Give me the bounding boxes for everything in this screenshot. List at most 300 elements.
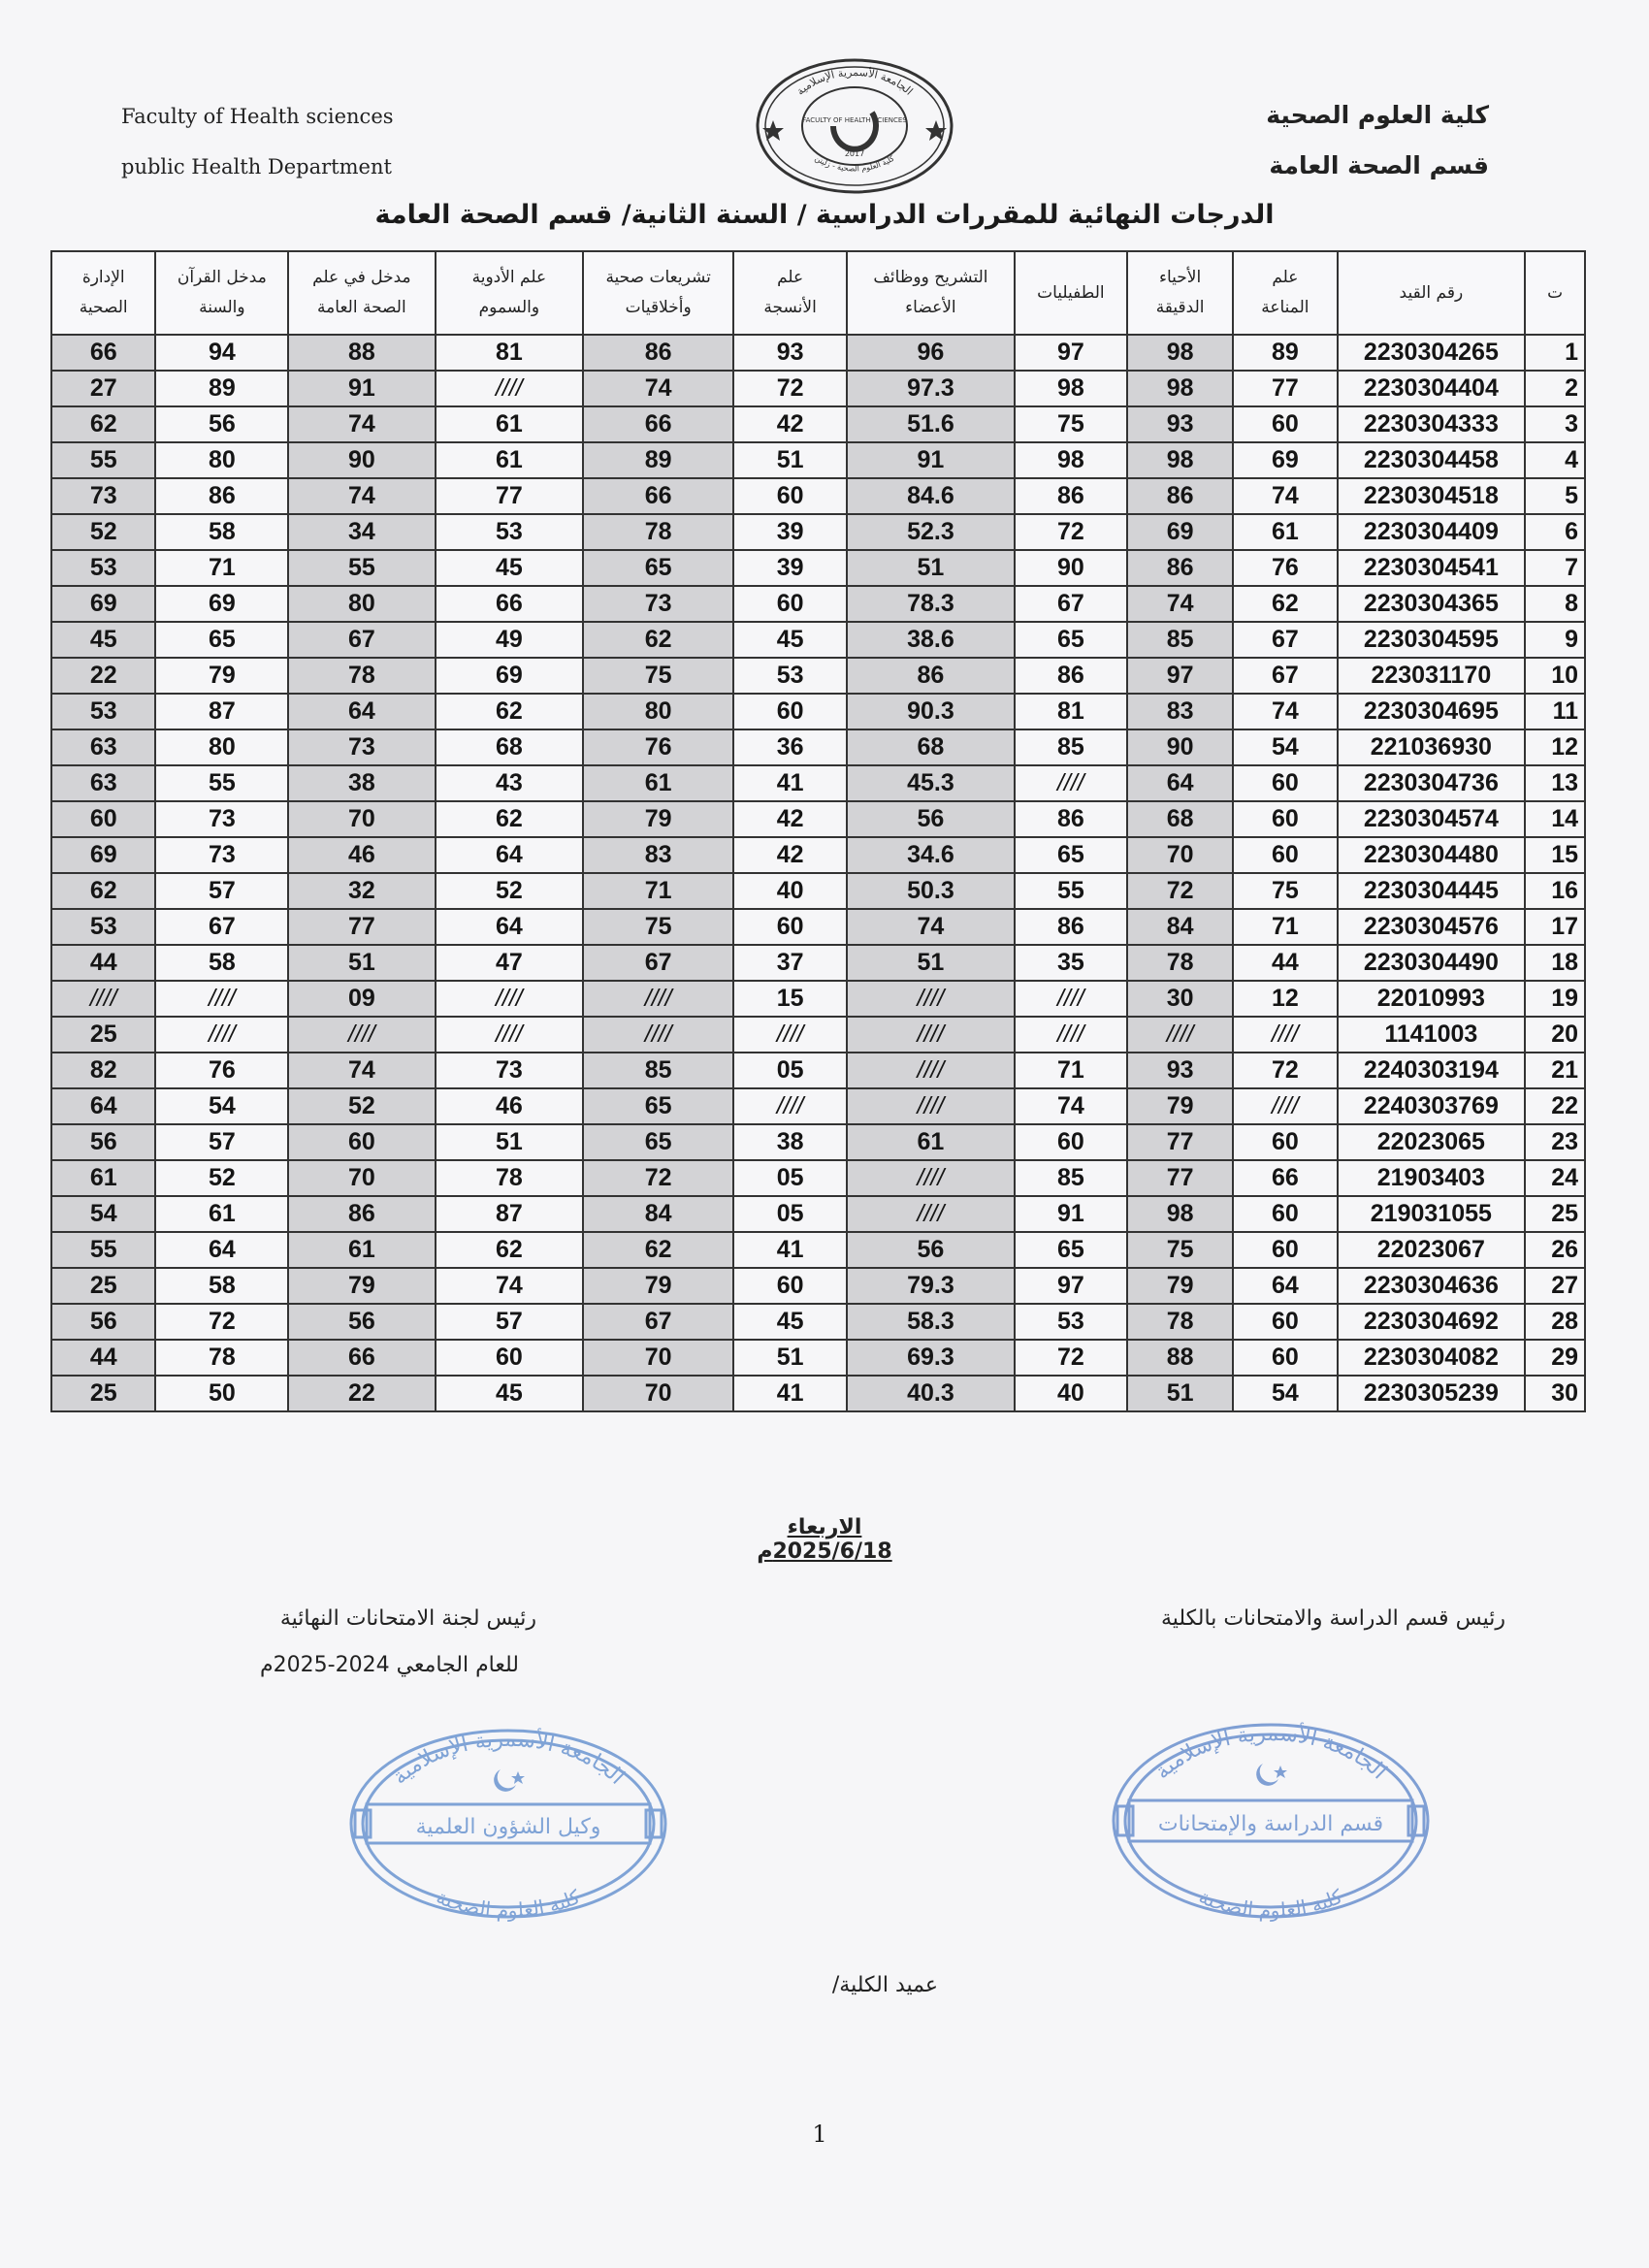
- grade-cell: 77: [1127, 1160, 1233, 1196]
- grade-cell: 69: [155, 586, 288, 622]
- grade-cell: 38: [733, 1124, 847, 1160]
- grade-cell: 61: [436, 406, 584, 442]
- academic-year: للعام الجامعي 2024-2025م: [260, 1653, 519, 1677]
- header-text: الصحية: [79, 298, 128, 317]
- grade-cell: 69: [51, 837, 155, 873]
- grade-cell: 35: [1015, 945, 1127, 981]
- table-row: [51, 1340, 1585, 1376]
- reg-number-cell: 22023067: [1338, 1232, 1526, 1268]
- grade-cell: 60: [733, 909, 847, 945]
- col-anatomy-physiology-header: [847, 251, 1015, 335]
- grade-cell: 64: [1233, 1268, 1337, 1304]
- department-name-en: public Health Department: [121, 155, 392, 178]
- grade-cell: 93: [733, 335, 847, 371]
- grade-cell: 43: [436, 765, 584, 801]
- reg-number-cell: 2230304636: [1338, 1268, 1526, 1304]
- grade-cell: 83: [583, 837, 733, 873]
- header-text: تشريعات صحية: [605, 268, 711, 287]
- header-text: الإدارة: [81, 268, 125, 287]
- grade-cell: 86: [847, 658, 1015, 694]
- grade-cell: 69: [1233, 442, 1337, 478]
- grade-cell: 05: [733, 1160, 847, 1196]
- left-official-stamp: [345, 1725, 671, 1923]
- col-reg-number-header: [1338, 251, 1526, 335]
- department-name-ar: قسم الصحة العامة: [1269, 151, 1489, 179]
- grade-cell: 27: [51, 371, 155, 406]
- grade-cell: 85: [1015, 1160, 1127, 1196]
- grade-cell: 44: [51, 945, 155, 981]
- grade-cell: ////: [847, 981, 1015, 1017]
- grade-cell: 57: [155, 873, 288, 909]
- table-row: [51, 478, 1585, 514]
- col-serial-header: [1525, 251, 1585, 335]
- grade-cell: 50.3: [847, 873, 1015, 909]
- reg-number-cell: 2230304365: [1338, 586, 1526, 622]
- svg-text:الجامعة الأسمرية الإسلامية: الجامعة الأسمرية الإسلامية: [1150, 1721, 1392, 1785]
- grade-cell: 60: [1233, 1340, 1337, 1376]
- grade-cell: 63: [51, 729, 155, 765]
- grade-cell: 56: [847, 801, 1015, 837]
- grade-cell: ////: [1233, 1088, 1337, 1124]
- row-serial-cell: 15: [1525, 837, 1585, 873]
- grade-cell: 68: [1127, 801, 1233, 837]
- reg-number-cell: 2230304265: [1338, 335, 1526, 371]
- grade-cell: 56: [155, 406, 288, 442]
- grade-cell: 60: [733, 1268, 847, 1304]
- grade-cell: 72: [1015, 1340, 1127, 1376]
- grade-cell: 98: [1015, 371, 1127, 406]
- grade-cell: 90.3: [847, 694, 1015, 729]
- grade-cell: 86: [1015, 478, 1127, 514]
- svg-text:الجامعة الأسمرية الإسلامية: الجامعة الأسمرية الإسلامية: [793, 65, 916, 98]
- grade-cell: 12: [1233, 981, 1337, 1017]
- grade-cell: 67: [1015, 586, 1127, 622]
- grade-cell: 74: [1015, 1088, 1127, 1124]
- grade-cell: ////: [51, 981, 155, 1017]
- right-official-stamp: [1108, 1719, 1434, 1923]
- grade-cell: 41: [733, 765, 847, 801]
- col-quran-sunnah-header: [155, 251, 288, 335]
- grade-cell: 60: [1233, 406, 1337, 442]
- grade-cell: 22: [288, 1376, 435, 1411]
- studies-dept-head-title: رئيس قسم الدراسة والامتحانات بالكلية: [1160, 1606, 1505, 1631]
- grade-cell: 54: [1233, 1376, 1337, 1411]
- document-title: الدرجات النهائية للمقررات الدراسية / السنة الثانية/ قسم الصحة العامة: [374, 200, 1275, 230]
- table-row: [51, 765, 1585, 801]
- table-row: [51, 1017, 1585, 1053]
- grade-cell: 72: [733, 371, 847, 406]
- grade-cell: 52.3: [847, 514, 1015, 550]
- col-immunology-header: [1233, 251, 1337, 335]
- grade-cell: ////: [847, 1017, 1015, 1053]
- grade-cell: ////: [847, 1196, 1015, 1232]
- grade-cell: 38: [288, 765, 435, 801]
- grade-cell: 80: [583, 694, 733, 729]
- header-text: مدخل في علم: [312, 268, 411, 287]
- table-row: [51, 873, 1585, 909]
- grade-cell: 78: [1127, 945, 1233, 981]
- grade-cell: 76: [1233, 550, 1337, 586]
- grade-cell: 55: [51, 1232, 155, 1268]
- grade-cell: 68: [847, 729, 1015, 765]
- document-date: الاربعاء 2025/6/18م: [757, 1515, 892, 1564]
- grade-cell: 62: [436, 1232, 584, 1268]
- grade-cell: 62: [51, 873, 155, 909]
- header-text: الطفيليات: [1037, 282, 1105, 303]
- grade-cell: 79: [1127, 1268, 1233, 1304]
- grade-cell: ////: [155, 981, 288, 1017]
- grade-cell: 62: [51, 406, 155, 442]
- grade-cell: 56: [51, 1124, 155, 1160]
- grade-cell: 80: [288, 586, 435, 622]
- row-serial-cell: 4: [1525, 442, 1585, 478]
- grade-cell: 52: [288, 1088, 435, 1124]
- grade-cell: 80: [155, 729, 288, 765]
- table-row: [51, 1088, 1585, 1124]
- header-text: والسنة: [199, 298, 245, 317]
- col-intro-public-health-header: [288, 251, 435, 335]
- grade-cell: 65: [583, 550, 733, 586]
- grade-cell: 98: [1127, 1196, 1233, 1232]
- grade-cell: 88: [288, 335, 435, 371]
- grade-cell: 60: [1015, 1124, 1127, 1160]
- grade-cell: 72: [1127, 873, 1233, 909]
- grade-cell: 67: [288, 622, 435, 658]
- grade-cell: ////: [847, 1160, 1015, 1196]
- grade-cell: 60: [1233, 837, 1337, 873]
- svg-text:كلية العلوم الصحية: كلية العلوم الصحية: [433, 1885, 584, 1923]
- grade-cell: ////: [733, 1088, 847, 1124]
- exam-committee-head-title: رئيس لجنة الامتحانات النهائية: [279, 1606, 536, 1631]
- grade-cell: 41: [733, 1376, 847, 1411]
- grade-cell: 77: [288, 909, 435, 945]
- table-row: [51, 371, 1585, 406]
- row-serial-cell: 23: [1525, 1124, 1585, 1160]
- grade-cell: 61: [288, 1232, 435, 1268]
- grade-cell: 81: [436, 335, 584, 371]
- grade-cell: 67: [1233, 658, 1337, 694]
- grade-cell: 71: [1233, 909, 1337, 945]
- grade-cell: 66: [1233, 1160, 1337, 1196]
- grade-cell: 89: [583, 442, 733, 478]
- grade-cell: 05: [733, 1053, 847, 1088]
- row-serial-cell: 25: [1525, 1196, 1585, 1232]
- grade-cell: 87: [155, 694, 288, 729]
- grade-cell: 96: [847, 335, 1015, 371]
- table-row: [51, 1268, 1585, 1304]
- grade-cell: 73: [288, 729, 435, 765]
- grade-cell: 65: [583, 1088, 733, 1124]
- grade-cell: 54: [51, 1196, 155, 1232]
- grade-cell: 42: [733, 801, 847, 837]
- grade-cell: 58: [155, 945, 288, 981]
- grade-cell: 57: [436, 1304, 584, 1340]
- table-row: [51, 945, 1585, 981]
- grade-cell: 73: [436, 1053, 584, 1088]
- grade-cell: 51: [1127, 1376, 1233, 1411]
- grade-cell: 80: [155, 442, 288, 478]
- grade-cell: 40: [1015, 1376, 1127, 1411]
- table-header-row: [51, 251, 1585, 335]
- grade-cell: 53: [51, 909, 155, 945]
- grade-cell: 09: [288, 981, 435, 1017]
- grade-cell: 39: [733, 550, 847, 586]
- header-text: علم: [1272, 268, 1299, 287]
- grade-cell: 70: [1127, 837, 1233, 873]
- grade-cell: 74: [288, 1053, 435, 1088]
- grade-cell: 39: [733, 514, 847, 550]
- grade-cell: 55: [51, 442, 155, 478]
- row-serial-cell: 11: [1525, 694, 1585, 729]
- grade-cell: 79: [288, 1268, 435, 1304]
- grade-cell: 52: [51, 514, 155, 550]
- reg-number-cell: 2230304518: [1338, 478, 1526, 514]
- table-row: [51, 1232, 1585, 1268]
- grade-cell: 56: [51, 1304, 155, 1340]
- grade-cell: 42: [733, 837, 847, 873]
- row-serial-cell: 13: [1525, 765, 1585, 801]
- grade-cell: 61: [155, 1196, 288, 1232]
- grade-cell: 45: [733, 622, 847, 658]
- grade-cell: 90: [1015, 550, 1127, 586]
- grade-cell: 84.6: [847, 478, 1015, 514]
- table-row: [51, 1196, 1585, 1232]
- right-stamp-center-text: قسم الدراسة والإمتحانات: [1157, 1812, 1384, 1836]
- grade-cell: 67: [583, 1304, 733, 1340]
- table-row: [51, 1053, 1585, 1088]
- grade-cell: 51: [847, 550, 1015, 586]
- grade-cell: 69: [51, 586, 155, 622]
- row-serial-cell: 29: [1525, 1340, 1585, 1376]
- grade-cell: 15: [733, 981, 847, 1017]
- grade-cell: 53: [51, 550, 155, 586]
- grade-cell: 64: [155, 1232, 288, 1268]
- grade-cell: 38.6: [847, 622, 1015, 658]
- grade-cell: 60: [436, 1340, 584, 1376]
- grade-cell: 46: [436, 1088, 584, 1124]
- grade-cell: ////: [1233, 1017, 1337, 1053]
- grade-cell: 65: [1015, 622, 1127, 658]
- grade-cell: 72: [583, 1160, 733, 1196]
- grade-cell: 91: [847, 442, 1015, 478]
- grade-cell: 60: [1233, 1232, 1337, 1268]
- header-text: الأحياء: [1158, 268, 1202, 287]
- grade-cell: 86: [288, 1196, 435, 1232]
- grade-cell: 86: [1015, 658, 1127, 694]
- header-text: رقم القيد: [1399, 282, 1464, 303]
- reg-number-cell: 2230304692: [1338, 1304, 1526, 1340]
- header-text: الصحة العامة: [317, 298, 406, 317]
- grade-cell: 86: [1015, 909, 1127, 945]
- grade-cell: 60: [733, 478, 847, 514]
- reg-number-cell: 2240303769: [1338, 1088, 1526, 1124]
- grade-cell: 78.3: [847, 586, 1015, 622]
- col-health-legislation-header: [583, 251, 733, 335]
- grade-cell: 51: [733, 1340, 847, 1376]
- grade-cell: 70: [583, 1376, 733, 1411]
- grade-cell: 86: [1127, 550, 1233, 586]
- grade-cell: 25: [51, 1017, 155, 1053]
- grade-cell: 71: [583, 873, 733, 909]
- grade-cell: 72: [155, 1304, 288, 1340]
- table-row: [51, 442, 1585, 478]
- reg-number-cell: 2230304595: [1338, 622, 1526, 658]
- grade-cell: 79.3: [847, 1268, 1015, 1304]
- grade-cell: 44: [51, 1340, 155, 1376]
- grade-cell: 60: [1233, 1304, 1337, 1340]
- row-serial-cell: 20: [1525, 1017, 1585, 1053]
- reg-number-cell: 2240303194: [1338, 1053, 1526, 1088]
- grade-cell: 68: [436, 729, 584, 765]
- grade-cell: 98: [1127, 442, 1233, 478]
- grade-cell: 62: [436, 801, 584, 837]
- grade-cell: 42: [733, 406, 847, 442]
- grade-cell: 79: [155, 658, 288, 694]
- grade-cell: 56: [847, 1232, 1015, 1268]
- grade-cell: 64: [436, 909, 584, 945]
- grade-cell: 45: [51, 622, 155, 658]
- grade-cell: 64: [288, 694, 435, 729]
- header-text: الأنسجة: [763, 298, 817, 317]
- grade-cell: ////: [733, 1017, 847, 1053]
- grade-cell: 97: [1127, 658, 1233, 694]
- row-serial-cell: 8: [1525, 586, 1585, 622]
- grade-cell: 79: [583, 801, 733, 837]
- grade-cell: 86: [1015, 801, 1127, 837]
- row-serial-cell: 17: [1525, 909, 1585, 945]
- grade-cell: ////: [1015, 1017, 1127, 1053]
- grade-cell: 60: [51, 801, 155, 837]
- grade-cell: ////: [1015, 981, 1127, 1017]
- grade-cell: 88: [1127, 1340, 1233, 1376]
- table-row: [51, 1376, 1585, 1411]
- grade-cell: 64: [51, 1088, 155, 1124]
- row-serial-cell: 10: [1525, 658, 1585, 694]
- grade-cell: 89: [1233, 335, 1337, 371]
- row-serial-cell: 14: [1525, 801, 1585, 837]
- grade-cell: 53: [51, 694, 155, 729]
- reg-number-cell: 2230304576: [1338, 909, 1526, 945]
- row-serial-cell: 5: [1525, 478, 1585, 514]
- table-row: [51, 1160, 1585, 1196]
- grade-cell: 85: [583, 1053, 733, 1088]
- grade-cell: 55: [1015, 873, 1127, 909]
- grade-cell: ////: [288, 1017, 435, 1053]
- table-row: [51, 837, 1585, 873]
- faculty-name-ar: كلية العلوم الصحية: [1266, 101, 1489, 129]
- grade-cell: 98: [1127, 371, 1233, 406]
- grade-cell: 90: [288, 442, 435, 478]
- row-serial-cell: 1: [1525, 335, 1585, 371]
- reg-number-cell: 22023065: [1338, 1124, 1526, 1160]
- grade-cell: 77: [1233, 371, 1337, 406]
- grade-cell: 30: [1127, 981, 1233, 1017]
- reg-number-cell: 2230304445: [1338, 873, 1526, 909]
- grade-cell: ////: [583, 1017, 733, 1053]
- col-pharmacology-header: [436, 251, 584, 335]
- grade-cell: ////: [436, 371, 584, 406]
- grade-cell: ////: [1127, 1017, 1233, 1053]
- grade-cell: 78: [583, 514, 733, 550]
- grade-cell: 67: [583, 945, 733, 981]
- university-seal-logo: [752, 56, 957, 197]
- grade-cell: 41: [733, 1232, 847, 1268]
- row-serial-cell: 30: [1525, 1376, 1585, 1411]
- header-text: والسموم: [478, 298, 540, 317]
- grade-cell: 84: [583, 1196, 733, 1232]
- grade-cell: ////: [155, 1017, 288, 1053]
- grade-cell: 82: [51, 1053, 155, 1088]
- header-text: علم: [777, 268, 804, 287]
- grade-cell: 93: [1127, 1053, 1233, 1088]
- grade-cell: 65: [155, 622, 288, 658]
- grade-cell: 49: [436, 622, 584, 658]
- table-row: [51, 514, 1585, 550]
- reg-number-cell: 2230304695: [1338, 694, 1526, 729]
- row-serial-cell: 24: [1525, 1160, 1585, 1196]
- grade-cell: 62: [1233, 586, 1337, 622]
- reg-number-cell: 2230304458: [1338, 442, 1526, 478]
- grade-cell: ////: [847, 1088, 1015, 1124]
- grade-cell: 75: [583, 658, 733, 694]
- reg-number-cell: 2230304404: [1338, 371, 1526, 406]
- row-serial-cell: 6: [1525, 514, 1585, 550]
- grade-cell: 75: [1233, 873, 1337, 909]
- grade-cell: 46: [288, 837, 435, 873]
- grade-cell: 47: [436, 945, 584, 981]
- table-row: [51, 1304, 1585, 1340]
- grade-cell: 58.3: [847, 1304, 1015, 1340]
- grade-cell: 79: [583, 1268, 733, 1304]
- grade-cell: 86: [155, 478, 288, 514]
- grade-cell: 62: [436, 694, 584, 729]
- grade-cell: 66: [51, 335, 155, 371]
- grade-cell: 53: [733, 658, 847, 694]
- grade-cell: 74: [847, 909, 1015, 945]
- logo-inner-text: FACULTY OF HEALTH SCIENCES: [802, 116, 907, 124]
- grade-cell: 32: [288, 873, 435, 909]
- reg-number-cell: 2230304333: [1338, 406, 1526, 442]
- grade-cell: 53: [436, 514, 584, 550]
- grade-cell: 63: [51, 765, 155, 801]
- grade-cell: 57: [155, 1124, 288, 1160]
- grade-cell: 60: [733, 586, 847, 622]
- left-stamp-center-text: وكيل الشؤون العلمية: [415, 1815, 601, 1839]
- grade-cell: 78: [436, 1160, 584, 1196]
- row-serial-cell: 26: [1525, 1232, 1585, 1268]
- grade-cell: 74: [1127, 586, 1233, 622]
- col-microbiology-header: [1127, 251, 1233, 335]
- row-serial-cell: 28: [1525, 1304, 1585, 1340]
- grade-cell: 60: [288, 1124, 435, 1160]
- grade-cell: 66: [436, 586, 584, 622]
- grade-cell: 58: [155, 514, 288, 550]
- reg-number-cell: 21903403: [1338, 1160, 1526, 1196]
- grade-cell: 34.6: [847, 837, 1015, 873]
- row-serial-cell: 12: [1525, 729, 1585, 765]
- header-text: المناعة: [1261, 298, 1310, 317]
- grade-cell: 58: [155, 1268, 288, 1304]
- grade-cell: 60: [1233, 765, 1337, 801]
- svg-text:الجامعة الأسمرية الإسلامية: الجامعة الأسمرية الإسلامية: [387, 1727, 630, 1790]
- grade-cell: 76: [583, 729, 733, 765]
- grade-cell: 25: [51, 1376, 155, 1411]
- grade-cell: 72: [1233, 1053, 1337, 1088]
- grade-cell: 25: [51, 1268, 155, 1304]
- reg-number-cell: 2230304490: [1338, 945, 1526, 981]
- reg-number-cell: 22010993: [1338, 981, 1526, 1017]
- reg-number-cell: 2230304574: [1338, 801, 1526, 837]
